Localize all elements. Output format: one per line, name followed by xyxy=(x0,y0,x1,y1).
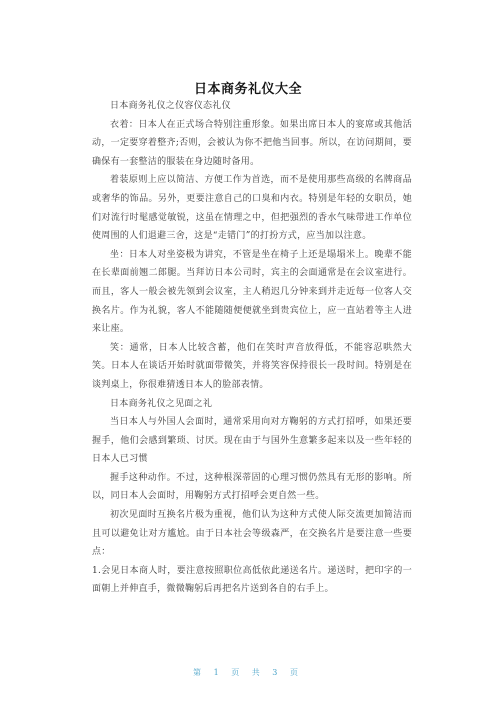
body-paragraph: 当日本人与外国人会面时，通常采用向对方鞠躬的方式打招呼，如果还要握手，他们会感到繁琐、讨厌。现在由于与国外生意繁多起来以及一些年轻的日本人已习惯 xyxy=(92,417,412,465)
section-heading: 日本商务礼仪之见面之礼 xyxy=(110,398,213,409)
body-paragraph: 笑：通常，日本人比较含蓄，他们在笑时声音放得低，不能容忍哄然大笑。日本人在谈话开始时就面带微笑，并将笑容保持很长一段时间。特别是在谈判桌上，你很难猜透日本人的脸部表情。 xyxy=(92,342,412,390)
body-paragraph: 衣着：日本人在正式场合特别注重形象。如果出席日本人的宴席或其他活动，一定要穿着整齐;否则，会被认为你不把他当回事。所以，在访问期间，要确保有一套整洁的服装在身边随时备用。 xyxy=(92,119,412,167)
body-paragraph: 握手这种动作。不过，这种根深蒂固的心理习惯仍然具有无形的影响。所以，同日本人会面时，用鞠躬方式打招呼会更自然一些。 xyxy=(92,472,412,502)
list-item: 1.会见日本商人时，要注意按照职位高低依此递送名片。递送时，把印字的一面朝上并伸直手，微微鞠躬后再把名片送到各自的右手上。 xyxy=(92,565,412,595)
section-heading: 日本商务礼仪之仪容仪态礼仪 xyxy=(110,101,231,111)
body-paragraph: 坐：日本人对坐姿极为讲究，不管是坐在椅子上还是塌塌米上。晚辈不能在长辈面前翘二郎腿。当拜访日本公司时，宾主的会面通常是在会议室进行。而且，客人一般会被先领到会议室，主人稍迟几分钟来到并走近每一位客人交换名片。作为礼貌，客人不能随随便便就坐到贵宾位上，应一直站着等主人进来让座。 xyxy=(92,249,412,335)
body-paragraph: 初次见面时互换名片极为重视，他们认为这种方式使人际交流更加简洁而且可以避免让对方尴尬。由于日本社会等级森严，在交换名片是要注意一些要点： xyxy=(92,510,412,558)
document-body xyxy=(92,97,412,599)
body-paragraph: 着装原则上应以简洁、方便工作为首选，而不是使用那些高级的名牌商品或奢华的饰品。另外，更要注意自己的口臭和内衣。特别是年轻的女职员，她们对流行时髦感觉敏锐，这虽在情理之中，但把强烈的香水气味带进工作单位使周围的人们退避三舍，这是“走错门”的打扮方式，应当加以注意。 xyxy=(92,175,412,242)
page-number-footer: 第 1 页 共 3 页 xyxy=(193,668,303,677)
document-title: 日本商务礼仪大全 xyxy=(193,82,302,97)
